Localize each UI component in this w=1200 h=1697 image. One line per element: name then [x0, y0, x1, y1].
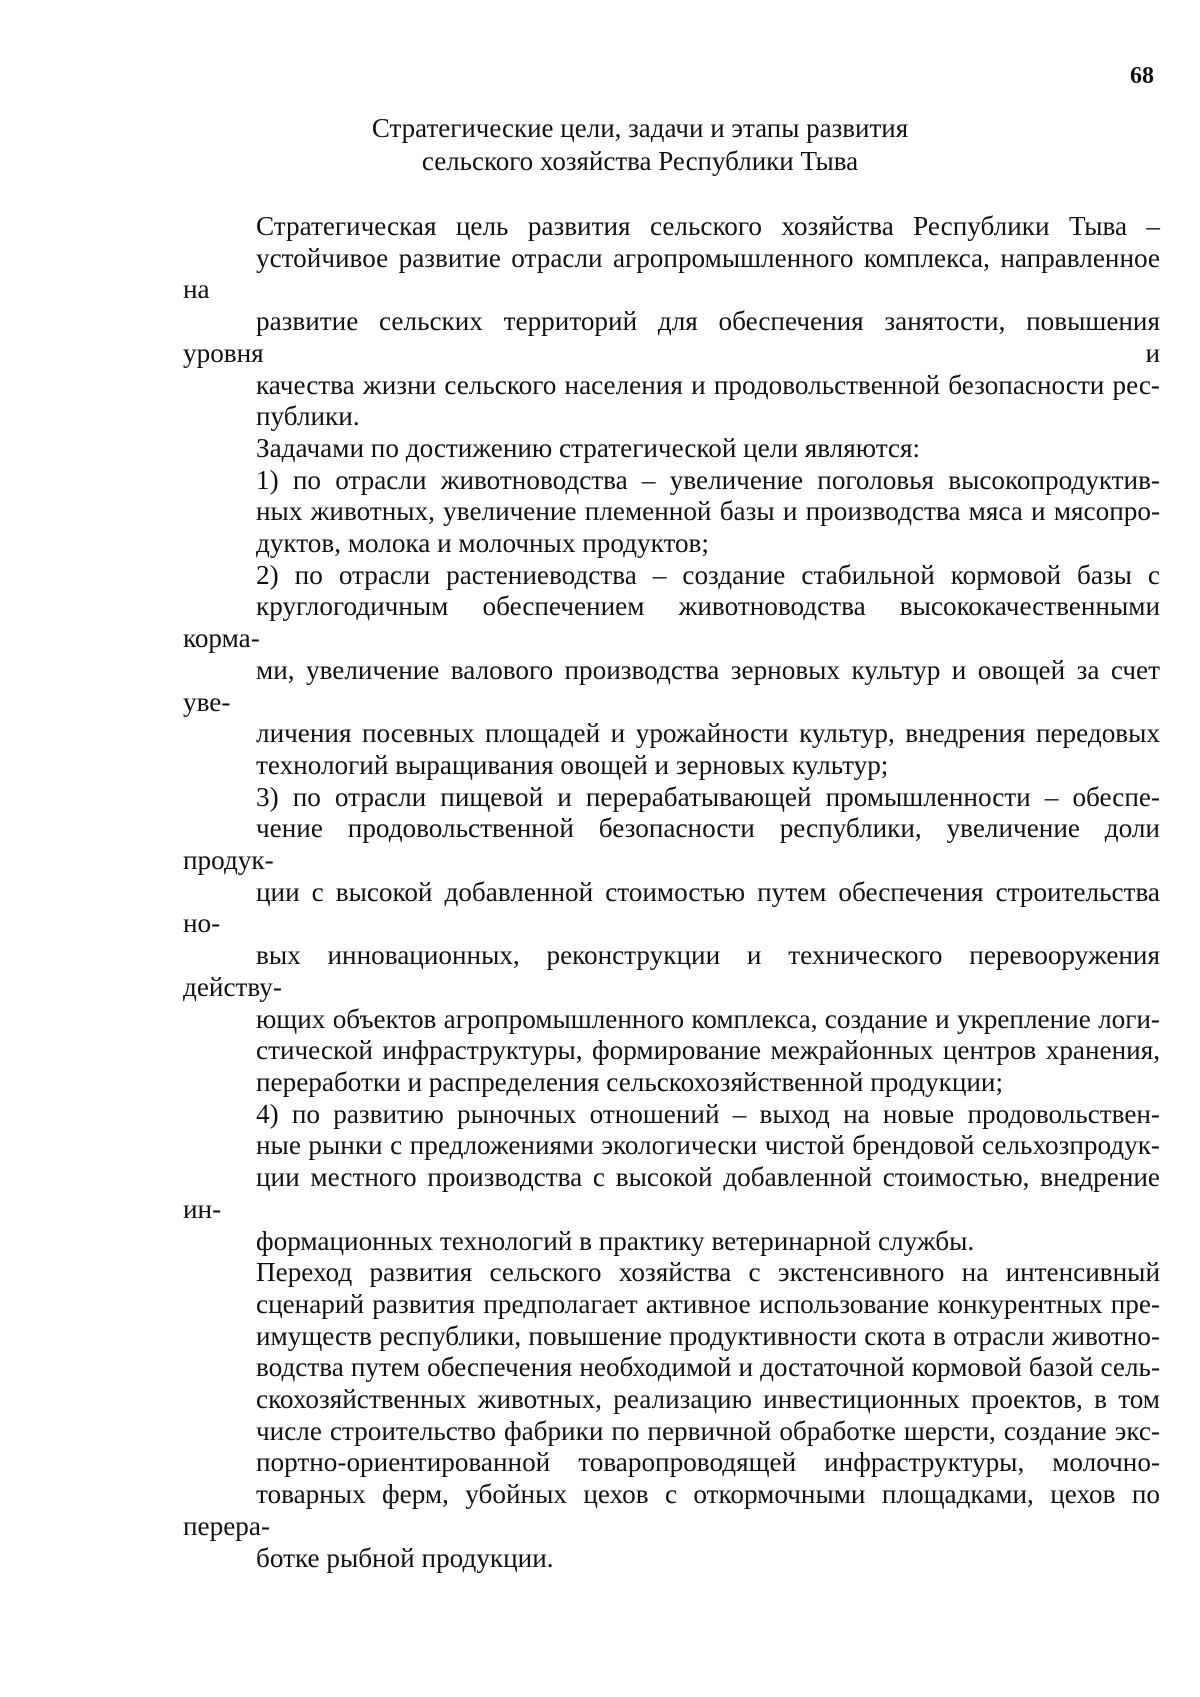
paragraph	[183, 465, 1160, 560]
text-line: 4) по развитию рыночных отношений – выход на новые продовольствен-	[256, 1098, 1160, 1129]
text-line: формационных технологий в практику ветеринарной службы.	[256, 1225, 975, 1256]
section-title-line-2: сельского хозяйства Республики Тыва	[421, 146, 859, 176]
section-title-line-1: Стратегические цели, задачи и этапы развития	[371, 113, 909, 143]
text-line: вых инновационных, реконструкции и технического перевооружения действу-	[183, 940, 1160, 1002]
text-line: имуществ республики, повышение продуктивности скота в отрасли животно-	[256, 1320, 1160, 1351]
text-line: ции с высокой добавленной стоимостью путем обеспечения строительства но-	[183, 876, 1160, 939]
text-line: переработки и распределения сельскохозяйственной продукции;	[256, 1066, 1004, 1097]
text-line: числе строительство фабрики по первичной обработке шерсти, создание экс-	[256, 1415, 1160, 1446]
paragraph	[183, 1099, 1160, 1258]
text-line: качества жизни сельского населения и продовольственной безопасности рес-	[256, 369, 1160, 400]
paragraph	[183, 211, 1160, 433]
text-line: круглогодичным обеспечением животноводства высококачественными корма-	[183, 591, 1160, 654]
text-line: 3) по отрасли пищевой и перерабатывающей промышленности – обеспе-	[256, 781, 1160, 812]
text-line: ции местного производства с высокой добавленной стоимостью, внедрение ин-	[183, 1162, 1160, 1224]
text-line: Стратегическая цель развития сельского хозяйства Республики Тыва –	[256, 211, 1160, 241]
text-line: ми, увеличение валового производства зерновых культур и овощей за счет уве-	[183, 654, 1160, 717]
text-line: устойчивое развитие отрасли агропромышленного комплекса, направленное на	[183, 242, 1160, 305]
text-line: водства путем обеспечения необходимой и достаточной кормовой базой сель-	[256, 1352, 1160, 1383]
text-line: публики.	[256, 401, 360, 432]
text-line: Задачами по достижению стратегической цели являются:	[256, 432, 921, 463]
body-text	[183, 211, 1160, 1574]
text-line: ботке рыбной продукции.	[256, 1542, 554, 1573]
text-line: личения посевных площадей и урожайности культур, внедрения передовых	[256, 718, 1160, 749]
text-line: ных животных, увеличение племенной базы и производства мяса и мясопро-	[256, 496, 1160, 527]
text-line: развитие сельских территорий для обеспечения занятости, повышения уровня и	[183, 306, 1160, 368]
text-line: товарных ферм, убойных цехов с откормочными площадками, цехов по перера-	[183, 1479, 1160, 1541]
text-line: ные рынки с предложениями экологически чистой брендовой сельхозпродук-	[256, 1130, 1160, 1161]
text-line: 1) по отрасли животноводства – увеличение поголовья высокопродуктив-	[256, 464, 1160, 495]
text-line: дуктов, молока и молочных продуктов;	[256, 528, 709, 559]
text-line: ющих объектов агропромышленного комплекса, создание и укрепление логи-	[256, 1003, 1160, 1034]
paragraph	[183, 1257, 1160, 1574]
text-line: портно-ориентированной товаропроводящей инфраструктуры, молочно-	[256, 1447, 1160, 1478]
paragraph	[183, 433, 1160, 465]
paragraph	[183, 782, 1160, 1099]
paragraph	[183, 560, 1160, 782]
text-line: Переход развития сельского хозяйства с экстенсивного на интенсивный	[256, 1257, 1160, 1288]
section-title	[330, 112, 950, 178]
text-line: технологий выращивания овощей и зерновых культур;	[256, 749, 889, 780]
text-line: сценарий развития предполагает активное использование конкурентных пре-	[256, 1288, 1160, 1319]
text-line: чение продовольственной безопасности республики, увеличение доли продук-	[183, 813, 1160, 876]
page-number: 68	[1130, 63, 1154, 89]
text-line: скохозяйственных животных, реализацию инвестиционных проектов, в том	[256, 1384, 1160, 1415]
text-line: 2) по отрасли растениеводства – создание стабильной кормовой базы с	[256, 559, 1160, 590]
text-line: стической инфраструктуры, формирование межрайонных центров хранения,	[256, 1035, 1160, 1066]
